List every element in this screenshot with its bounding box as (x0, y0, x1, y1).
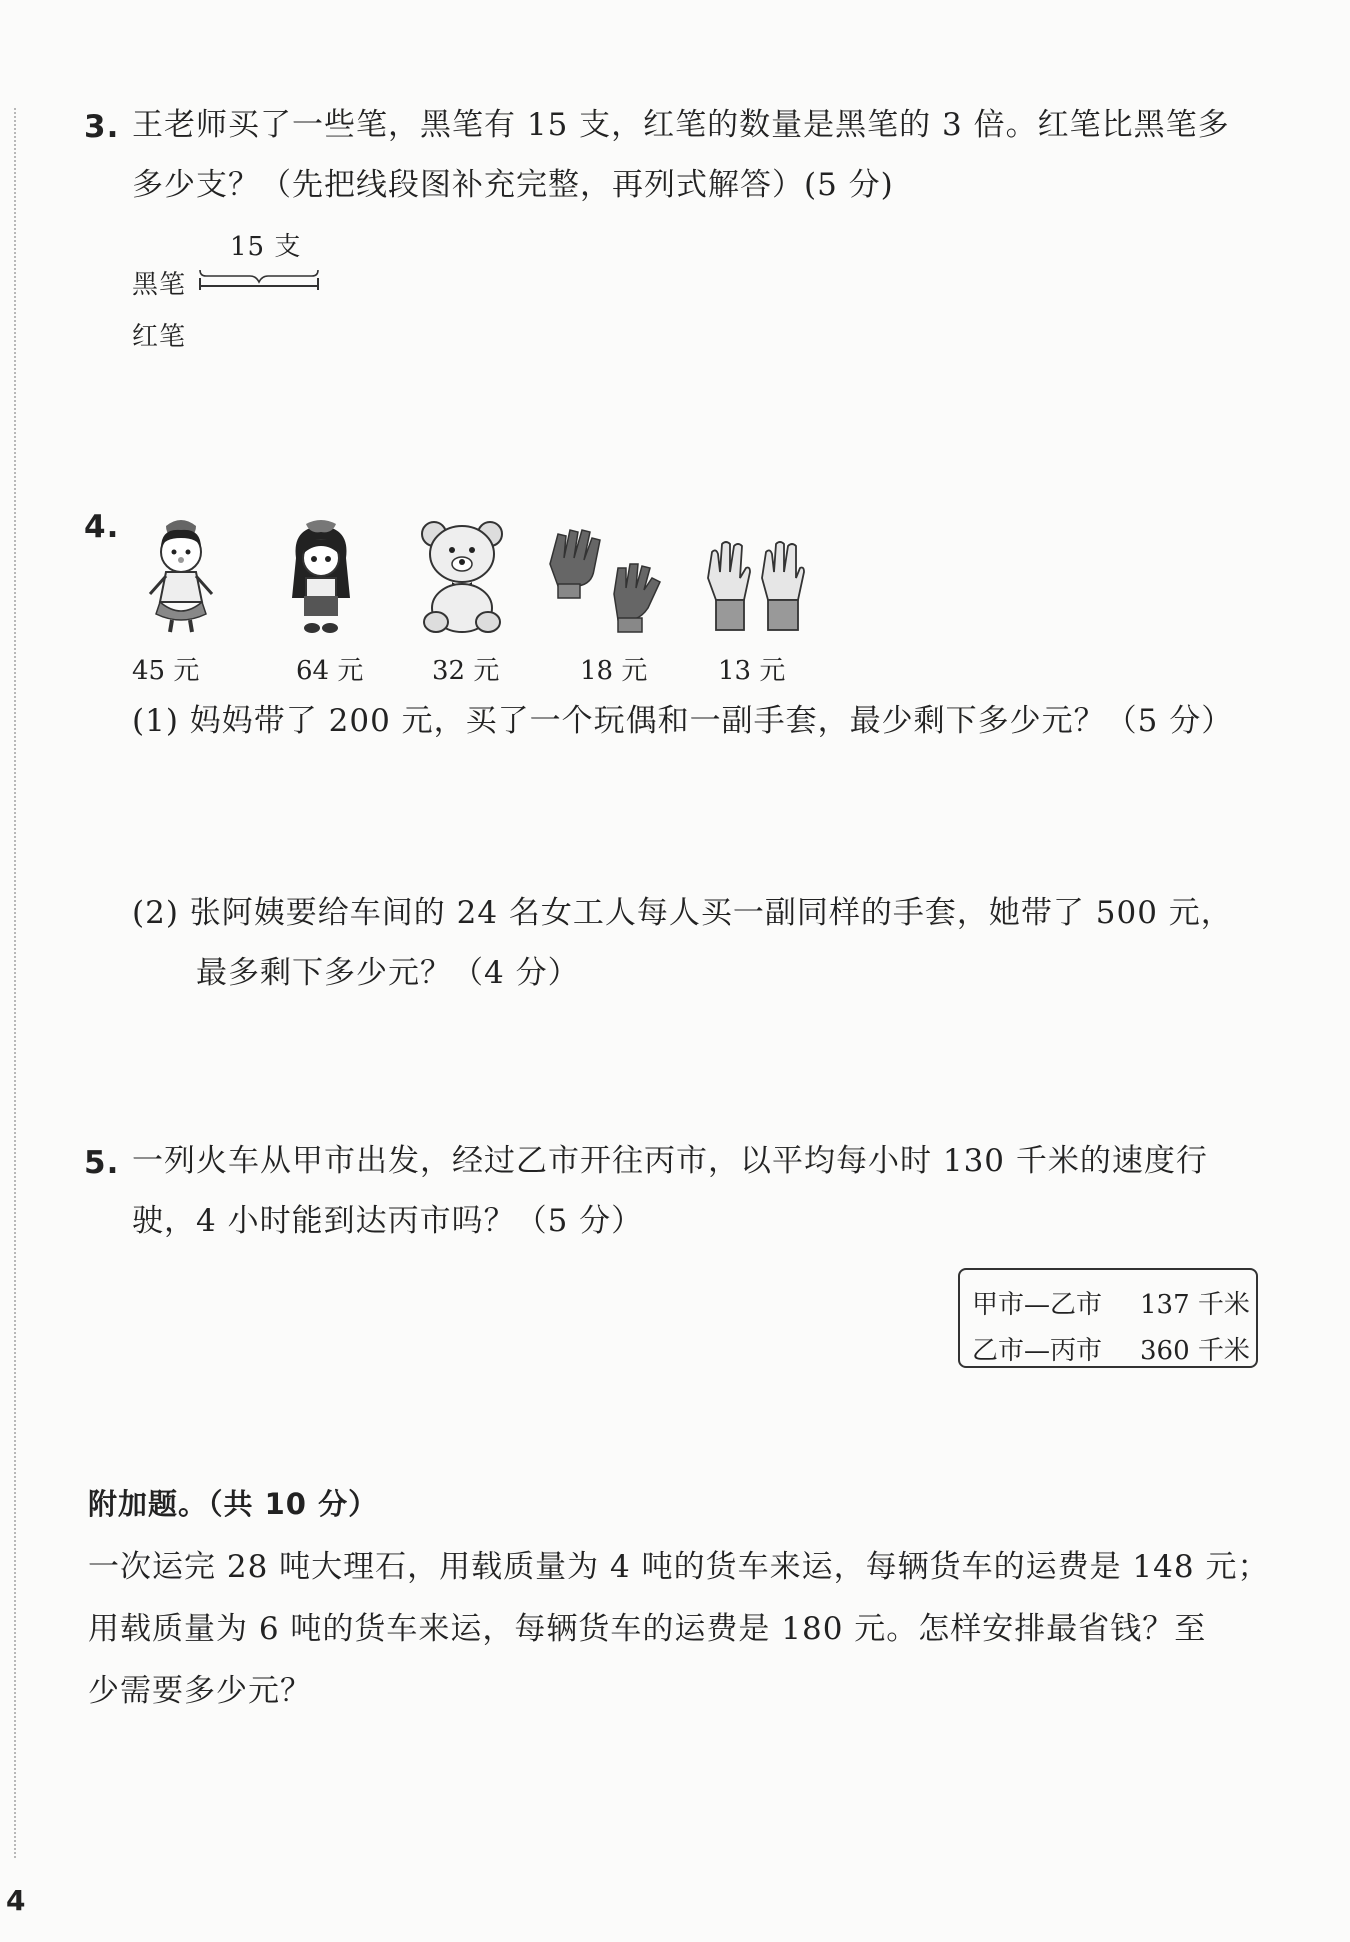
gloves-2-image (704, 538, 808, 634)
gloves-1-image (544, 524, 668, 634)
bonus-line3: 少需要多少元？ (88, 1673, 312, 1709)
price-teddy-bear: 32 元 (432, 656, 500, 686)
price-gloves-1: 18 元 (580, 656, 648, 686)
binding-dashed-line (14, 108, 16, 1858)
q4-sub2-line2: 最多剩下多少元？（4 分） (196, 955, 580, 991)
teddy-bear-image (412, 516, 512, 636)
page-number: 4 (6, 1884, 26, 1917)
doll-2-image (276, 518, 366, 636)
q3-number: 3. (84, 109, 120, 145)
q3-red-label: 红笔 (132, 322, 187, 352)
bonus-score: （共 10 分） (208, 1487, 379, 1521)
bonus-line1: 一次运完 28 吨大理石，用载质量为 4 吨的货车来运，每辆货车的运费是 148 元； (88, 1549, 1270, 1585)
q4-sub1: (1) 妈妈带了 200 元，买了一个玩偶和一副手套，最少剩下多少元？（5 分） (132, 703, 1234, 739)
doll-1-image (136, 514, 226, 634)
table-row-route-2: 乙市—丙市 (972, 1336, 1103, 1366)
bonus-line2: 用载质量为 6 吨的货车来运，每辆货车的运费是 180 元。怎样安排最省钱？至 (88, 1611, 1207, 1647)
q4-sub2-line1: (2) 张阿姨要给车间的 24 名女工人每人买一副同样的手套，她带了 500 元， (132, 895, 1233, 931)
table-row-distance-2: 360 千米 (1140, 1336, 1250, 1366)
q5-text-line1: 一列火车从甲市出发，经过乙市开往丙市，以平均每小时 130 千米的速度行 (132, 1143, 1208, 1179)
price-doll-2: 64 元 (296, 656, 364, 686)
distance-table (958, 1268, 1258, 1368)
price-gloves-2: 13 元 (718, 656, 786, 686)
table-row-route-1: 甲市—乙市 (972, 1290, 1103, 1320)
q3-black-label: 黑笔 (132, 270, 187, 300)
q3-text-line2: 多少支？（先把线段图补充完整，再列式解答）(5 分) (132, 167, 894, 203)
table-row-distance-1: 137 千米 (1140, 1290, 1250, 1320)
q3-text-line1: 王老师买了一些笔，黑笔有 15 支，红笔的数量是黑笔的 3 倍。红笔比黑笔多 (132, 107, 1230, 143)
q3-black-segment (196, 262, 322, 292)
q3-brace-label: 15 支 (230, 232, 302, 262)
q5-number: 5. (84, 1145, 120, 1181)
q4-number: 4. (84, 509, 120, 545)
price-doll-1: 45 元 (132, 656, 200, 686)
bonus-title (88, 1487, 379, 1521)
q5-text-line2: 驶，4 小时能到达丙市吗？（5 分） (132, 1203, 644, 1239)
bonus-title-text: 附加题。 (88, 1487, 209, 1521)
